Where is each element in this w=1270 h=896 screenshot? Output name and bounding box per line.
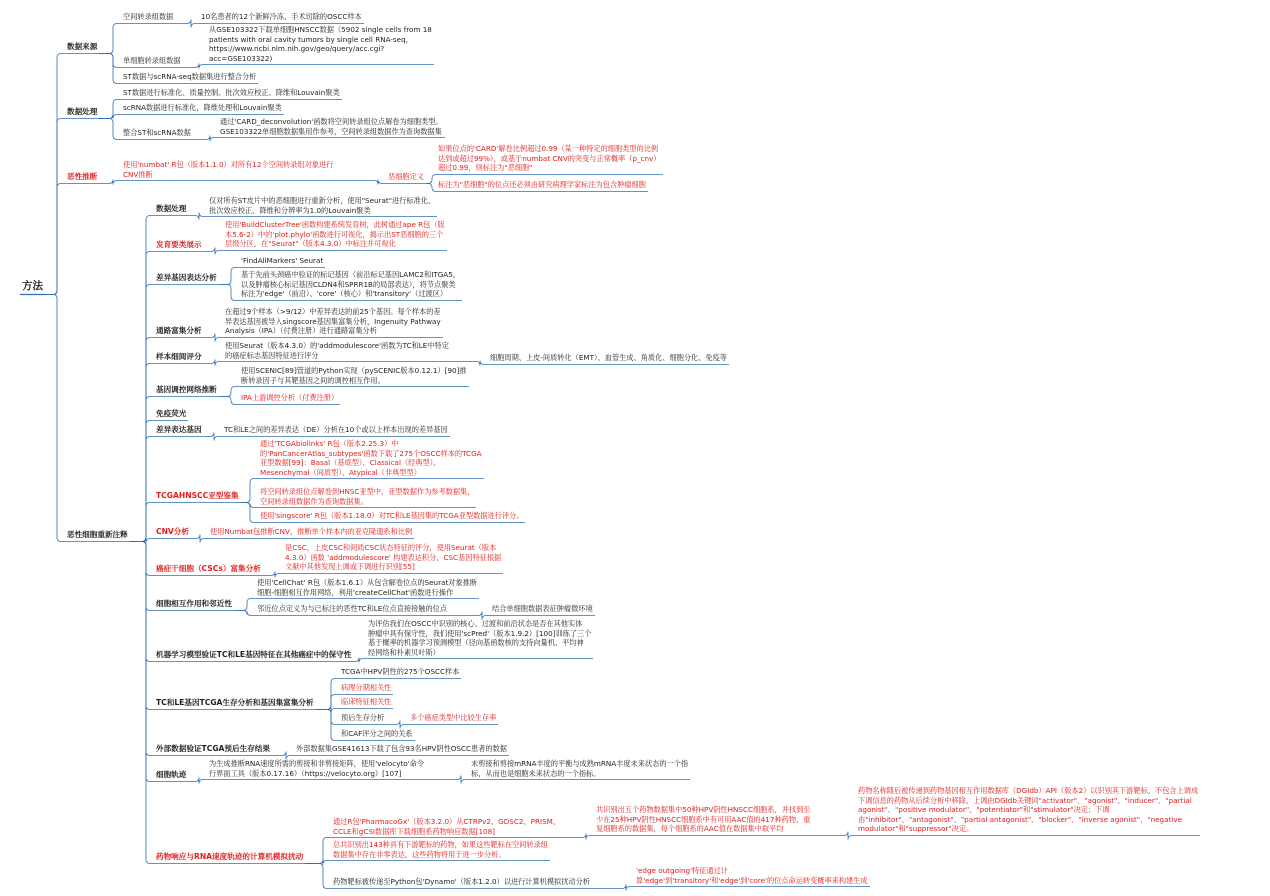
connector-line	[99, 100, 121, 119]
node-zz8a: TC和LE之间的差异表达（DE）分析在10个或以上样本出现的差异基因	[224, 425, 448, 434]
connector-line	[426, 175, 436, 184]
node-zz12: 细胞相互作用和邻近性	[156, 599, 232, 608]
connector-line	[335, 180, 386, 185]
node-zz5: 样本细阅评分	[156, 352, 202, 361]
node-zz14e: 多个癌症类型中比较生存率	[410, 713, 497, 722]
connector-line	[426, 776, 469, 784]
node-zz9c: 使用'singscore' R包（版本1.18.0）对TC和LE基因集的TCGA亚型数据进行评分。	[260, 511, 524, 520]
node-ex: 恶性推断	[67, 172, 98, 181]
connector-line	[130, 542, 154, 710]
connector-line	[263, 572, 283, 578]
connector-line	[175, 20, 199, 28]
connector-line	[99, 24, 121, 54]
connector-line	[191, 535, 208, 543]
connector-line	[562, 834, 594, 840]
connector-line	[451, 361, 488, 366]
connector-line	[130, 421, 154, 542]
node-zz17e: 药物靶标被传递至Python包'Dynamo'（版本1.2.0）以进行计算机模拟扰动分析	[333, 877, 590, 886]
connector-line	[204, 433, 222, 441]
connector-line	[813, 832, 856, 840]
connector-line	[130, 364, 154, 542]
connector-line	[219, 268, 239, 285]
connector-line	[130, 437, 154, 542]
node-zz12b: 邻近位点定义为与已标注的恶性TC和LE位点直接接触的位点	[257, 604, 448, 613]
connector-line	[45, 184, 65, 295]
node-zz9: TCGAHNSCC亚型鉴集	[156, 491, 239, 500]
connector-line	[130, 338, 154, 542]
node-zz3: 差异基因表达分析	[156, 273, 217, 282]
connector-line	[183, 64, 207, 69]
connector-line	[204, 360, 223, 366]
node-zz15: 外部数据验证TCGA预后生存结果	[156, 744, 270, 753]
node-zz17c: 药物名称随后被传递到药物基因相互作用数据库（DGIdb）API（版本2）以识别其下游靶标，不包含上调成 下调信息的药物从后续分析中移除，上调由DGIdb关键词"activator"、"agonist"、"inducer"、"partial agonist"、"positive modulator"、"potentiator"和"stimulator"决定；下调 由"inhibitor"、"antagonist"、"partial antagonist"、"blocker"、"inverse agonist"、"negative modulator"和"suppressor"决定。	[858, 786, 1199, 834]
connector-line	[130, 542, 154, 576]
connector-line	[130, 503, 154, 542]
connector-line	[193, 136, 218, 142]
node-zz12c: 结合单细胞数据表征肿瘤微环境	[492, 604, 593, 613]
connector-line	[241, 479, 258, 503]
node-sj2a: 从GSE103322下载单细胞HNSCC数据（5902 single cells from 18 patients with oral cavity tumors by single cell RNA-seq， https://www.ncbi.nlm.nih.gov/geo/query/acc.cgi? acc=GSE103322)	[209, 25, 432, 63]
connector-line	[219, 397, 239, 405]
node-cl3a: 通过'CARD_deconvolution'函数将空间转录组位点解卷为细胞类型。 GSE103322单细胞数据集用作参考，空间转录组数据作为查询数据集	[220, 117, 443, 136]
connector-line	[234, 599, 255, 611]
root-node-label: 方法	[22, 280, 43, 292]
connector-line	[188, 778, 207, 784]
node-zz13a: 为评估我们在OSCC中识别的核心、过渡和前沿状态是否在其他实体 肿瘤中具有保守性，我们使用'scPred'（版本1.9.2）[100]训练了三个 基于概率的机器学习预测模型（径向基函数核的支持向量机、平均神 经网络和朴素贝叶斯）	[368, 619, 592, 657]
node-zz16b: 未剪接和剪接mRNA丰度的平衡与成熟mRNA丰度未来状态的一个指 标，从而也是细胞未来状态的一个指标。	[471, 759, 689, 778]
connector-line	[316, 710, 339, 725]
node-cl3: 整合ST和scRNA数据	[123, 128, 191, 137]
node-zz16: 细胞轨迹	[156, 770, 187, 779]
node-sj2: 单细胞转录组数据	[123, 56, 181, 65]
node-zz9a: 通过'TCGAbiolinks' R包（版本2.25.3）中 的'PanCancerAtlas_subtypes'函数下载了275个OSCC样本的TCGA 亚型数据[99]：Basal（基底型）、Classical（经典型）、 Mesenchymal（间质型）、Atypical（非典型型）	[260, 439, 482, 477]
connector-line	[592, 885, 634, 891]
node-zz17f: 'edge outgoing'特征通过计 算'edge'到'transitory'和'edge'到'core'的位点命运转变概率来构建生成	[636, 866, 868, 885]
node-zz14: TC和LE基因TCGA生存分析和基因集富集分析	[156, 698, 314, 707]
connector-line	[204, 334, 223, 342]
node-zz17: 药物响应与RNA速度轨迹的计算机模拟扰动	[156, 852, 304, 861]
node-sj1a: 10名患者的12个新鲜冷冻、手术切除的OSCC样本	[201, 12, 362, 21]
connector-line	[99, 54, 121, 68]
node-sj3: ST数据与scRNA-seq数据集进行整合分析	[123, 72, 257, 81]
node-zz6a: 使用SCENIC[89]管道的Python实现（pySCENIC版本0.12.1）[90]推 断转录因子与其靶基因之间的调控相互作用。	[241, 366, 467, 385]
node-zz17d: 总共识别出143种具有下游靶标的药物，如果这些靶标在空间转录组 数据集中存在非零表达，这些药物将用于进一步分析。	[333, 840, 548, 859]
connector-line	[45, 119, 65, 295]
connector-line	[99, 115, 121, 119]
node-zz14b: 病理分期相关性	[341, 683, 392, 692]
node-zz1a: 仅对所有ST皮片中的恶细胞进行重新分析，使用"Seurat"进行标准化、 批次效应校正、降维和分辨率为1.0的Louvain聚类	[209, 196, 436, 215]
connector-line	[305, 864, 331, 889]
connector-line	[99, 180, 121, 185]
connector-line	[219, 387, 239, 397]
node-zz5b: 细胞周期、上皮-间质转化（EMT）、血管生成、角质化、细胞分化、免疫等	[490, 353, 727, 362]
node-zz16a: 为生成推断RNA速度所需的剪接和非剪接矩阵，使用'velocyto'命令 行界面工具（版本0.17.16）（https://velocyto.org）[107]	[209, 759, 425, 778]
connector-line	[130, 542, 154, 662]
connector-line	[130, 285, 154, 542]
node-zz11: 癌症干细胞（CSCs）富集分析	[156, 564, 261, 573]
node-cl2: scRNA数据进行标准化，降维处理和Louvain聚类	[123, 103, 282, 112]
connector-line	[426, 184, 436, 192]
node-zz4: 通路富集分析	[156, 326, 202, 335]
connector-line	[241, 503, 258, 523]
connector-line	[130, 542, 154, 756]
node-ex1: 使用'numbat' R包（版本1.1.0）对所有12个空间转录组对象进行 CNV推断	[123, 160, 334, 179]
node-sj: 数据来源	[67, 42, 98, 51]
connector-line	[130, 216, 154, 542]
node-zz3b: 基于先前头颈癌中验证的标记基因（前沿标记基因LAMC2和ITGA5， 以及肿瘤核心标记基因CLDN4和SPRR1B的局部表达），将节点聚类 标注为'edge'（前沿）、'core'（核心）和'transitory'（过渡区）	[241, 270, 460, 299]
connector-line	[386, 721, 408, 729]
node-zz17a: 通过R包'PharmacoGx'（版本3.2.0）从CTRPv2、GDSC2、PRISM、 CCLE和gCSI数据库下载细胞系药物响应数据[108]	[333, 817, 561, 836]
connector-line	[99, 119, 121, 140]
node-zz6: 基因调控网络推断	[156, 385, 217, 394]
node-zz11a: 是CSC，上皮CSC和间质CSC状态特征的评分，使用Seurat（版本 4.3.0）函数 'addmodulescore' 构建表达积分，CSC基因特征根据 文献中其他发现上调或下调进行识别[55]	[285, 543, 502, 572]
connector-line	[316, 695, 339, 710]
node-zz15a: 外部数据集GSE41613下载了包含93名HPV阴性OSCC患者的数据	[296, 744, 507, 753]
node-cl1: ST数据进行标准化、质量控制、批次效应校正、降维和Louvain聚类	[123, 88, 340, 97]
node-zz6b: IPA上游调控分析（付费注册）	[241, 393, 339, 402]
connector-line	[305, 838, 331, 864]
node-ex2a: 如果位点的'CARD'解卷比例超过0.99（某一种特定的细胞类型的比例 达到或超过99%），或基于numbat CNV的突变与正常概率（p_cnv） 超过0.99，则标注为"恶细胞"	[438, 144, 661, 173]
node-zz13: 机器学习模型验证TC和LE基因特征在其他癌症中的保守性	[156, 650, 352, 659]
node-zz1: 数据处理	[156, 204, 187, 213]
node-zz3a: 'FindAllMarkers' Seurat	[241, 256, 324, 265]
node-zz17b: 共识别出五个药物数据集中50种HPV阴性HNSCC细胞系，并找到至 少在25种HPV阴性HNSCC细胞系中有可用AAC值的417种药物，重 复细胞系的数据集，每个细胞系的AAC值在数据集中取平均	[596, 805, 811, 834]
connector-line	[234, 611, 255, 616]
node-ex2: 恶细胞定义	[388, 172, 424, 181]
connector-line	[204, 248, 223, 255]
connector-line	[130, 397, 154, 542]
connector-line	[99, 54, 121, 84]
node-zz14c: 临床特征相关性	[341, 697, 392, 706]
node-zz12a: 使用'CellChat' R包（版本1.6.1）从包含解卷位点的Seurat对象推断 细胞-细胞相互作用网络，利用'createCellChat'函数进行操作	[257, 578, 478, 597]
node-zz2a: 使用'BuildClusterTree'函数构建系统发育树，此树通过ape R包（版 本5.6-2）中的'plot.phylo'函数进行可视化，揭示出ST恶细胞的三个 层级分区，在"Seurat"（版本4.3.0）中标注并可视化	[225, 220, 445, 249]
node-zz8: 差异表达基因	[156, 425, 202, 434]
node-zz4a: 在超过9个样本（>9/12）中差异表达的前25个基因。每个样本的差 异表达基因被导入singscore基因集富集分析，Ingenuity Pathway Analysis（IPA）（付费注册）进行通路富集分析	[225, 307, 441, 336]
connector-line	[130, 542, 154, 611]
node-zz: 恶性细胞重新注释	[67, 530, 128, 539]
node-zz14f: 和CAF评分之间的关系	[341, 729, 413, 738]
node-zz7: 免疫荧光	[156, 409, 187, 418]
node-zz2: 发育要类展示	[156, 240, 202, 249]
connector-line	[219, 285, 239, 301]
connector-line	[316, 706, 339, 713]
connector-line	[316, 679, 339, 710]
connector-line	[45, 54, 65, 295]
node-zz10: CNV分析	[156, 527, 189, 536]
connector-line	[130, 542, 154, 864]
connector-line	[353, 658, 366, 663]
node-zz14d: 预后生存分析	[341, 713, 385, 722]
node-zz14a: TCGA中HPV阴性的275个OSCC样本	[341, 667, 460, 676]
node-zz10a: 使用Numbat包推断CNV，推断单个样本内的亚克隆遗系和比例	[210, 527, 413, 536]
node-sj1: 空间转录组数据	[123, 12, 174, 21]
node-ex2b: 标注为"恶细胞"的位点还必须由研究病理学家标注为包含肿瘤细胞	[438, 180, 646, 189]
node-cl: 数据处理	[67, 107, 98, 116]
node-zz5a: 使用Seurat（版本4.3.0）的'addmodulescore'函数为TC和LE中特定 的癌症标志基因特征进行评分	[225, 341, 449, 360]
connector-line	[316, 710, 339, 741]
connector-line	[188, 213, 207, 220]
connector-line	[45, 295, 65, 542]
node-zz9b: 将空间转录组位点解卷到HNSC亚型中，亚型数据作为参考数据集， 空间转录组数据作为查询数据集。	[260, 487, 475, 506]
